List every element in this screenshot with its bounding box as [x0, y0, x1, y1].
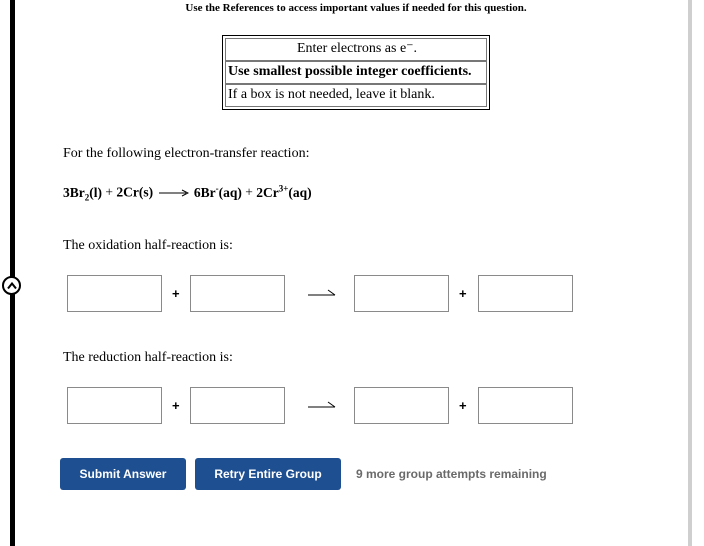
- reduction-plus-left: +: [172, 398, 180, 413]
- retry-entire-group-button[interactable]: Retry Entire Group: [195, 458, 341, 490]
- reaction-arrow-icon: [159, 189, 189, 197]
- reduction-product-1-input[interactable]: [354, 387, 449, 424]
- oxidation-product-1-input[interactable]: [354, 275, 449, 312]
- instruction-electrons: Enter electrons as e⁻.: [225, 38, 487, 61]
- reduction-label: The reduction half-reaction is:: [63, 350, 233, 365]
- oxidation-label: The oxidation half-reaction is:: [63, 238, 233, 253]
- right-scroll-edge: [688, 0, 692, 546]
- reactant-2: 2Cr(s): [116, 184, 154, 200]
- reduction-reactant-1-input[interactable]: [67, 387, 162, 424]
- reduction-product-2-input[interactable]: [478, 387, 573, 424]
- reduction-plus-right: +: [459, 398, 467, 413]
- product-1: 6Br-(aq): [193, 183, 242, 200]
- equation-plus: +: [105, 184, 113, 200]
- question-intro: For the following electron-transfer reaction:: [63, 146, 310, 161]
- oxidation-arrow-icon: [308, 288, 336, 298]
- reduction-arrow-icon: [308, 400, 336, 410]
- chevron-up-icon: [7, 282, 17, 290]
- collapse-toggle-button[interactable]: [2, 276, 21, 295]
- submit-answer-button[interactable]: Submit Answer: [60, 458, 186, 490]
- attempts-remaining-text: 9 more group attempts remaining: [356, 467, 547, 481]
- references-note: Use the References to access important values if needed for this question.: [185, 2, 527, 14]
- left-border-bar: [10, 0, 15, 546]
- oxidation-reactant-2-input[interactable]: [190, 275, 285, 312]
- oxidation-reactant-1-input[interactable]: [67, 275, 162, 312]
- oxidation-plus-right: +: [459, 286, 467, 301]
- product-2: $2Cr^{3+}(aq)$: [256, 183, 312, 200]
- reduction-reactant-2-input[interactable]: [190, 387, 285, 424]
- reaction-equation: [63, 183, 312, 202]
- instructions-box: [222, 35, 490, 110]
- oxidation-plus-left: +: [172, 286, 180, 301]
- oxidation-product-2-input[interactable]: [478, 275, 573, 312]
- instruction-coefficients: Use smallest possible integer coefficients.: [225, 61, 487, 84]
- instruction-blank: If a box is not needed, leave it blank.: [225, 84, 487, 107]
- equation-plus: +: [245, 184, 253, 200]
- reactant-1: $3Br_2(l)$: [63, 184, 102, 203]
